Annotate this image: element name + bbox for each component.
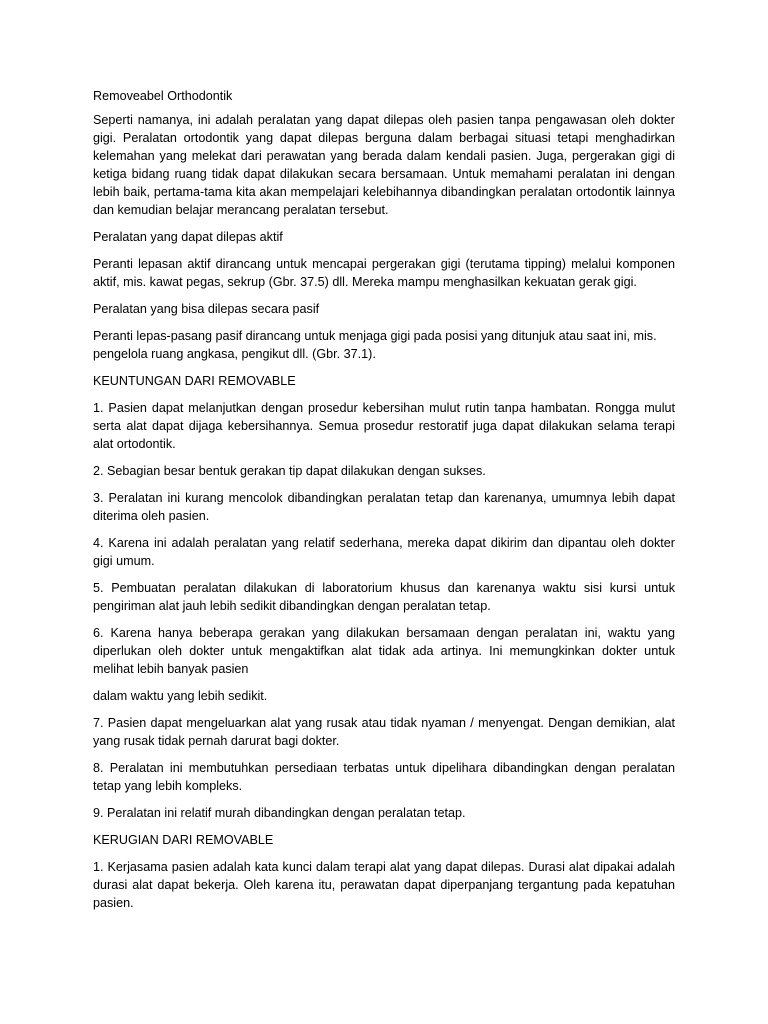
advantage-item: 4. Karena ini adalah peralatan yang relatif sederhana, mereka dapat dikirim dan dipantau oleh dokter gigi umum.: [93, 536, 675, 568]
advantage-item: 9. Peralatan ini relatif murah dibandingkan dengan peralatan tetap.: [93, 806, 466, 820]
disadvantage-item: 1. Kerjasama pasien adalah kata kunci dalam terapi alat yang dapat dilepas. Durasi alat dipakai adalah durasi alat dapat bekerja. Oleh karena itu, perawatan dapat diperpanjang tergantung pada kepatuhan pasien.: [93, 860, 675, 910]
advantage-item: 3. Peralatan ini kurang mencolok dibandingkan peralatan tetap dan karenanya, umumnya lebih dapat diterima oleh pasien.: [93, 491, 675, 523]
active-heading: Peralatan yang dapat dilepas aktif: [93, 230, 283, 244]
advantage-item: 7. Pasien dapat mengeluarkan alat yang rusak atau tidak nyaman / menyengat. Dengan demikian, alat yang rusak tidak pernah darurat bagi dokter.: [93, 716, 675, 748]
advantage-item: 8. Peralatan ini membutuhkan persediaan terbatas untuk dipelihara dibandingkan dengan peralatan tetap yang lebih kompleks.: [93, 761, 675, 793]
passive-paragraph: Peranti lepas-pasang pasif dirancang untuk menjaga gigi pada posisi yang ditunjuk atau saat ini, mis. pengelola ruang angkasa, pengikut dll. (Gbr. 37.1).: [93, 329, 657, 361]
advantage-item: 2. Sebagian besar bentuk gerakan tip dapat dilakukan dengan sukses.: [93, 464, 486, 478]
document-title: Removeabel Orthodontik: [93, 89, 233, 103]
disadvantages-heading: KERUGIAN DARI REMOVABLE: [93, 833, 274, 847]
intro-paragraph: Seperti namanya, ini adalah peralatan yang dapat dilepas oleh pasien tanpa pengawasan oleh dokter gigi. Peralatan ortodontik yang dapat dilepas berguna dalam berbagai situasi tetapi menghadirkan kelemahan yang melekat dari perawatan yang berada dalam kendali pasien. Juga, pergerakan gigi di ketiga bidang ruang tidak dapat dilakukan secara bersamaan. Untuk memahami peralatan ini dengan lebih baik, pertama-tama kita akan mempelajari kelebihannya dibandingkan peralatan ortodontik lainnya dan kemudian belajar merancang peralatan tersebut.: [93, 113, 675, 217]
advantage-item-continuation: dalam waktu yang lebih sedikit.: [93, 689, 268, 703]
advantage-item: 5. Pembuatan peralatan dilakukan di laboratorium khusus dan karenanya waktu sisi kursi untuk pengiriman alat jauh lebih sedikit dibandingkan dengan peralatan tetap.: [93, 581, 675, 613]
passive-heading: Peralatan yang bisa dilepas secara pasif: [93, 302, 320, 316]
active-paragraph: Peranti lepasan aktif dirancang untuk mencapai pergerakan gigi (terutama tipping) melalui komponen aktif, mis. kawat pegas, sekrup (Gbr. 37.5) dll. Mereka mampu menghasilkan kekuatan gerak gigi.: [93, 257, 675, 289]
document-body: [93, 87, 675, 921]
advantages-heading: KEUNTUNGAN DARI REMOVABLE: [93, 374, 296, 388]
advantage-item: 6. Karena hanya beberapa gerakan yang dilakukan bersamaan dengan peralatan ini, waktu yang diperlukan oleh dokter untuk mengaktifkan alat tidak ada artinya. Ini memungkinkan dokter untuk melihat lebih banyak pasien: [93, 626, 675, 676]
advantage-item: 1. Pasien dapat melanjutkan dengan prosedur kebersihan mulut rutin tanpa hambatan. Rongga mulut serta alat dapat dijaga kebersihannya. Semua prosedur restoratif juga dapat dilakukan selama terapi alat ortodontik.: [93, 401, 675, 451]
